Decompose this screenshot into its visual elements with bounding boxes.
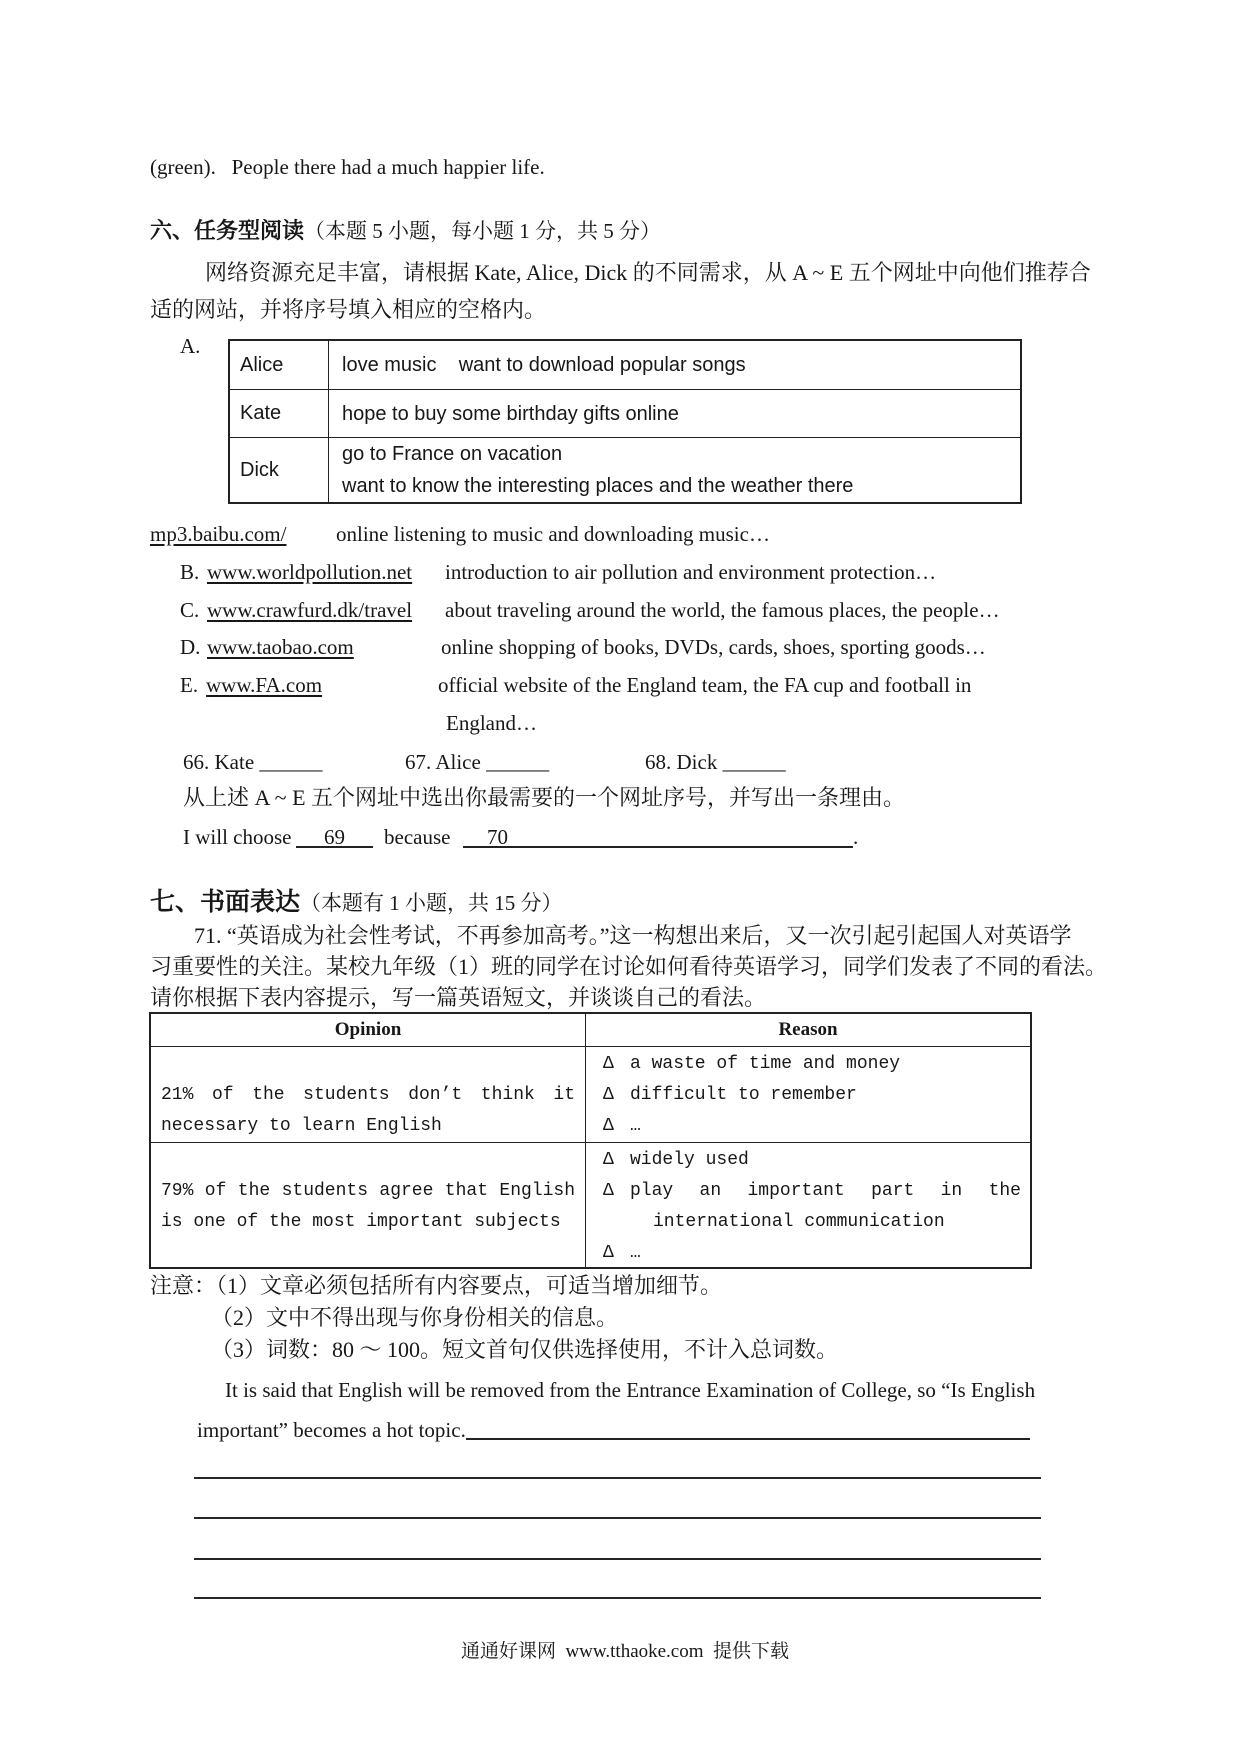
opinion-table-header — [151, 1014, 1030, 1046]
reason-item — [603, 1111, 1021, 1142]
reason-item — [603, 1176, 1021, 1238]
choice-end-period: . — [853, 825, 859, 849]
website-description: introduction to air pollution and environment protection… — [445, 559, 937, 584]
website-a-letter: A. — [180, 334, 201, 358]
reason-cell — [586, 1143, 1030, 1267]
triangle-bullet-icon: Δ — [603, 1181, 614, 1201]
needs-row — [230, 389, 1020, 437]
website-letter: C. — [180, 597, 200, 622]
note-line: 注意：（1）文章必须包括所有内容要点，可适当增加细节。 — [150, 1273, 723, 1298]
website-list — [0, 516, 1240, 743]
question-68: 68. Dick ______ — [645, 750, 786, 774]
website-description: official website of the England team, the FA cup and football in — [438, 673, 972, 698]
answer-blank-69: 69 — [296, 822, 373, 852]
triangle-bullet-icon: Δ — [603, 1243, 614, 1263]
website-description: online shopping of books, DVDs, cards, shoes, sporting goods… — [441, 635, 986, 660]
choice-middle-text: because — [384, 825, 451, 849]
website-url: mp3.baibu.com/ — [150, 522, 287, 546]
reason-item — [603, 1238, 1021, 1269]
writing-line — [194, 1477, 1041, 1479]
opinion-row — [151, 1046, 1030, 1142]
header-opinion: Opinion — [151, 1014, 586, 1046]
triangle-bullet-icon: Δ — [603, 1116, 614, 1136]
reason-item — [603, 1049, 1021, 1080]
choice-prompt: 从上述 A ~ E 五个网址中选出你最需要的一个网址序号，并写出一条理由。 — [183, 785, 906, 810]
question-67: 67. Alice ______ — [405, 750, 550, 774]
opening-sentence-line-1: It is said that English will be removed from the Entrance Examination of College, so “Is English — [225, 1378, 1036, 1402]
website-item — [0, 667, 1240, 705]
question-66: 66. Kate ______ — [183, 750, 323, 774]
task-line: 习重要性的关注。某校九年级（1）班的同学在讨论如何看待英语学习，同学们发表了不同的看法。 — [150, 954, 1108, 979]
instruction-line: 适的网站，并将序号填入相应的空格内。 — [150, 297, 547, 322]
task-line: 请你根据下表内容提示，写一篇英语短文，并谈谈自己的看法。 — [150, 985, 767, 1010]
person-name: Kate — [230, 390, 329, 437]
website-description-continued: England… — [446, 710, 537, 735]
note-line: （3）词数：80 ～ 100。短文首句仅供选择使用，不计入总词数。 — [211, 1337, 839, 1362]
need-line: want to know the interesting places and the weather there — [342, 475, 854, 497]
website-item — [0, 554, 1240, 592]
reason-text: … — [630, 1116, 641, 1136]
writing-notes — [150, 1270, 838, 1366]
website-description: online listening to music and downloading music… — [336, 522, 770, 546]
person-name: Dick — [230, 438, 329, 502]
opinion-table — [149, 1012, 1032, 1269]
page-footer: 通通好课网 www.tthaoke.com 提供下载 — [460, 1641, 790, 1662]
note-line: （2）文中不得出现与你身份相关的信息。 — [211, 1305, 619, 1330]
triangle-bullet-icon: Δ — [603, 1085, 614, 1105]
instruction-line: 网络资源充足丰富，请根据 Kate, Alice, Dick 的不同需求，从 A ~ E 五个网址中向他们推荐合 — [205, 260, 1091, 285]
needs-table — [228, 339, 1022, 504]
person-needs — [329, 390, 1020, 437]
need-line: go to France on vacation — [342, 443, 563, 465]
opinion-cell: 21% of the students don’t think it necessary to learn English — [151, 1047, 586, 1142]
website-description: about traveling around the world, the famous places, the people… — [445, 597, 1000, 622]
writing-line — [194, 1597, 1041, 1599]
reason-item — [603, 1080, 1021, 1111]
previous-passage-last-line: (green). People there had a much happier life. — [150, 155, 545, 179]
needs-row — [230, 341, 1020, 389]
task-71-description — [150, 920, 1107, 1013]
reason-text: widely used — [630, 1150, 749, 1170]
section6-instructions — [150, 254, 1091, 328]
opening-sentence-line-2-row — [197, 1415, 1030, 1445]
person-needs — [329, 341, 1020, 389]
person-needs — [329, 438, 1020, 502]
questions-row — [0, 747, 1240, 777]
website-url: www.crawfurd.dk/travel — [207, 597, 413, 622]
need-line: love music want to download popular songs — [342, 354, 746, 376]
reason-cell — [586, 1047, 1030, 1142]
choice-lead-text: I will choose — [183, 825, 292, 849]
section6-title: 六、任务型阅读 — [150, 219, 305, 244]
choice-sentence — [0, 822, 1240, 852]
reason-text: difficult to remember — [630, 1085, 857, 1105]
writing-line — [194, 1558, 1041, 1560]
website-item — [0, 629, 1240, 667]
triangle-bullet-icon: Δ — [603, 1150, 614, 1170]
opening-sentence-line-2: important” becomes a hot topic. — [197, 1418, 466, 1442]
website-item-continuation — [0, 705, 1240, 743]
reason-text: … — [630, 1243, 641, 1263]
triangle-bullet-icon: Δ — [603, 1054, 614, 1074]
reason-item — [603, 1145, 1021, 1176]
section6-score-note: （本题 5 小题，每小题 1 分，共 5 分） — [304, 219, 662, 243]
website-url: www.worldpollution.net — [207, 559, 413, 584]
section6-heading — [150, 216, 661, 249]
website-url: www.FA.com — [206, 673, 323, 698]
section7-score-note: （本题有 1 小题，共 15 分） — [300, 891, 563, 915]
need-line: hope to buy some birthday gifts online — [342, 402, 679, 425]
section7-title: 七、书面表达 — [150, 887, 301, 916]
website-letter: D. — [180, 635, 201, 660]
opinion-cell: 79% of the students agree that English is one of the most important subjects — [151, 1143, 586, 1267]
reason-text: play an important part in the international communication — [630, 1181, 1021, 1232]
opinion-row — [151, 1142, 1030, 1267]
website-item — [0, 592, 1240, 630]
answer-blank-70: 70 — [463, 822, 853, 852]
task-line: 71. “英语成为社会性考试，不再参加高考。”这一构想出来后，又一次引起引起国人对英语学 — [194, 923, 1072, 948]
website-letter: B. — [180, 559, 200, 584]
website-url: www.taobao.com — [207, 635, 354, 660]
reason-text: a waste of time and money — [630, 1054, 901, 1074]
person-name: Alice — [230, 341, 329, 389]
answer-blank-line — [466, 1415, 1030, 1445]
website-item — [0, 516, 1240, 554]
website-letter: E. — [180, 673, 199, 698]
header-reason: Reason — [778, 1019, 838, 1040]
section7-heading — [150, 887, 563, 921]
needs-row — [230, 437, 1020, 502]
writing-line — [194, 1517, 1041, 1519]
